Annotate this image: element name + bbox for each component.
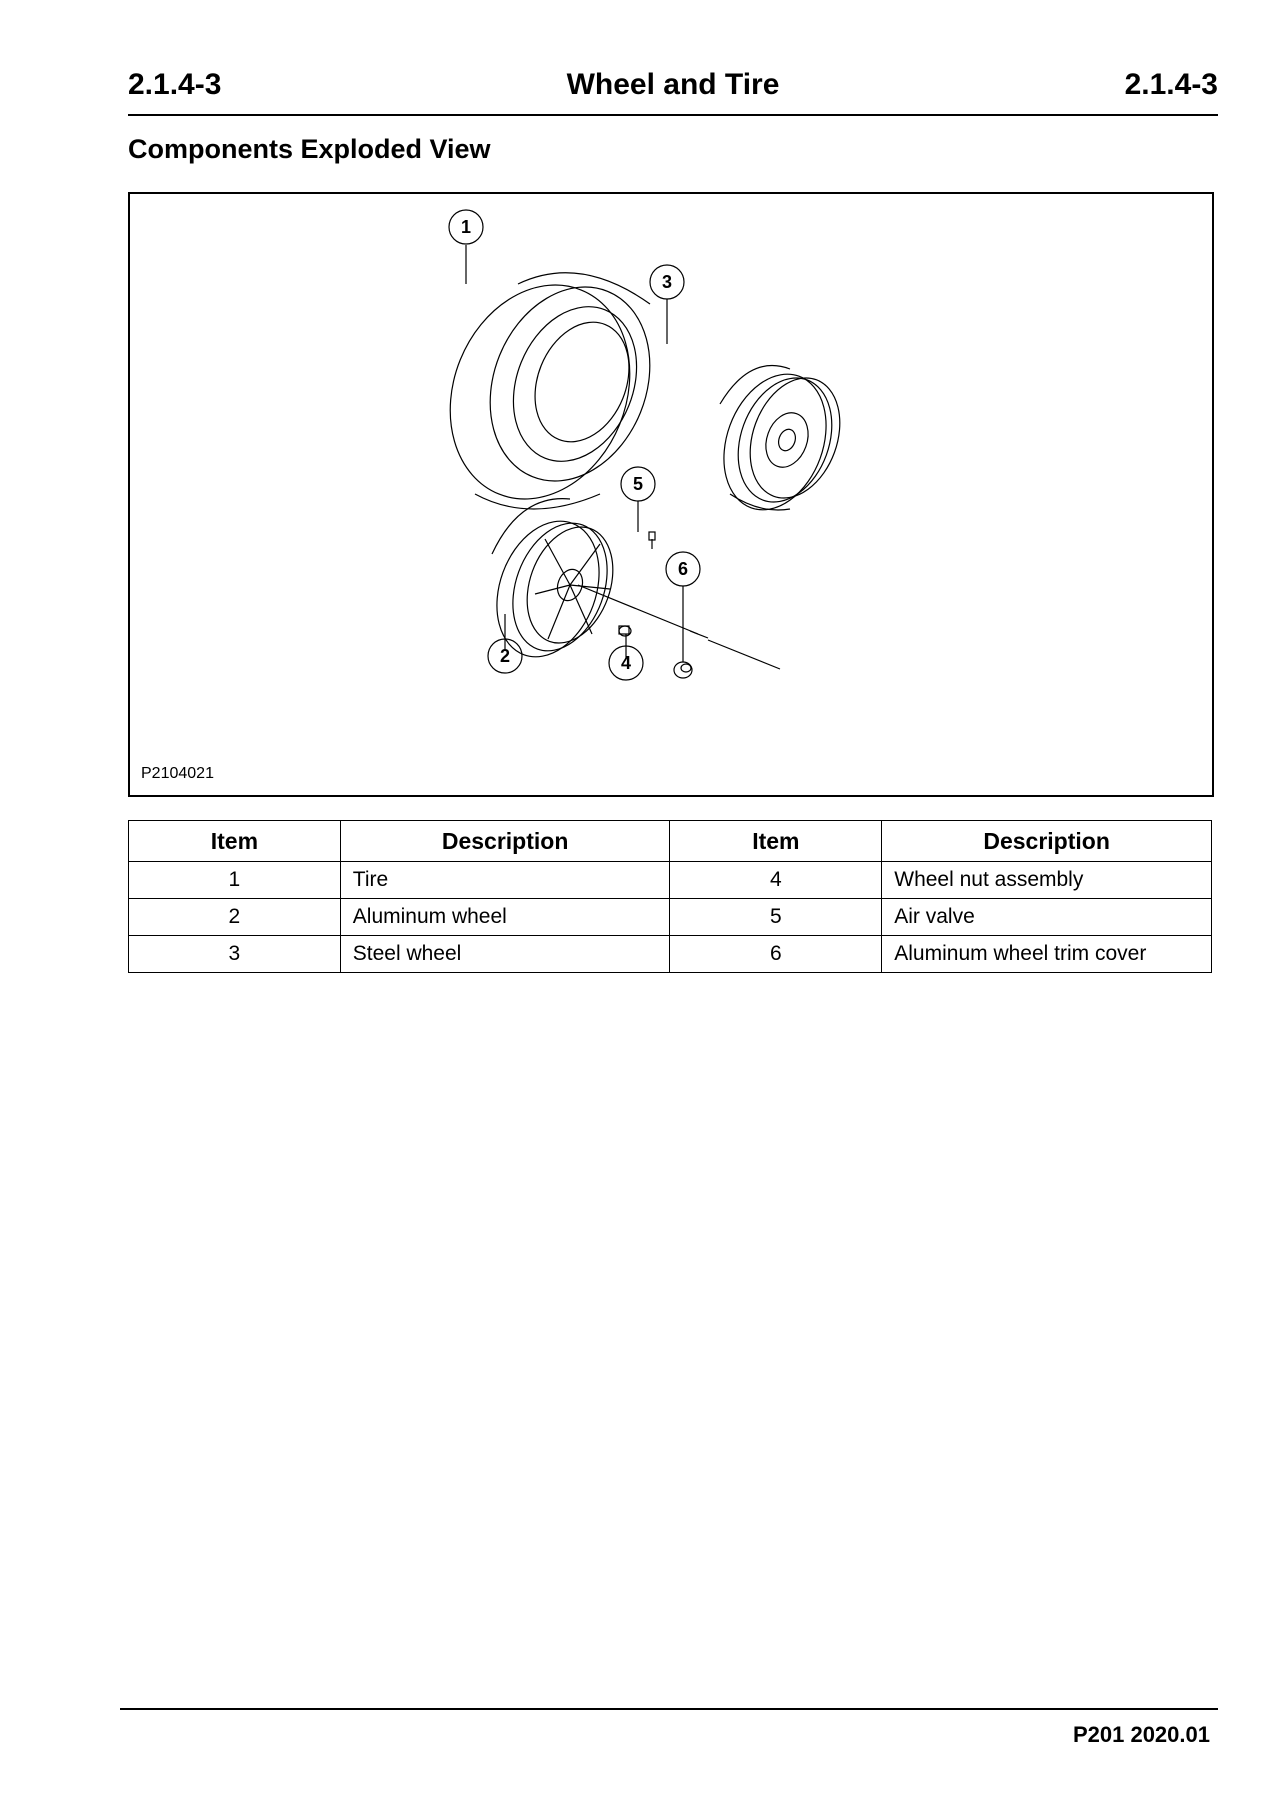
- table-cell: 1: [129, 862, 341, 899]
- callout-6: 6: [677, 559, 689, 579]
- table-row: [129, 936, 1212, 973]
- document-code: P201 2020.01: [1072, 1722, 1210, 1747]
- section-number-right: 2.1.4-3: [1124, 68, 1218, 101]
- steel-wheel-drawing: [706, 360, 856, 524]
- air-valve-drawing: [649, 532, 655, 549]
- page-footer: [120, 1708, 1218, 1747]
- table-header-item: Item: [670, 821, 882, 862]
- exploded-view-drawing: [130, 194, 1212, 795]
- table-cell: 5: [670, 899, 882, 936]
- wheel-nut-drawing: [619, 626, 631, 636]
- table-header-description: Description: [882, 821, 1212, 862]
- table-cell: Wheel nut assembly: [882, 862, 1212, 899]
- callout-3: 3: [661, 272, 673, 292]
- table-header-item: Item: [129, 821, 341, 862]
- table-header-description: Description: [340, 821, 670, 862]
- table-cell: 2: [129, 899, 341, 936]
- callout-4: 4: [620, 653, 632, 673]
- callout-2: 2: [499, 646, 511, 666]
- table-row: [129, 899, 1212, 936]
- callout-5: 5: [632, 474, 644, 494]
- table-cell: Steel wheel: [340, 936, 670, 973]
- table-cell: Aluminum wheel: [340, 899, 670, 936]
- table-cell: Air valve: [882, 899, 1212, 936]
- page-header: [128, 68, 1218, 116]
- table-cell: 3: [129, 936, 341, 973]
- section-number-left: 2.1.4-3: [128, 68, 222, 101]
- figure-code: P2104021: [141, 765, 214, 782]
- callout-1: 1: [460, 217, 472, 237]
- table-cell: Tire: [340, 862, 670, 899]
- components-table: [128, 820, 1212, 973]
- table-cell: 4: [670, 862, 882, 899]
- trim-cover-drawing: [674, 662, 692, 678]
- table-cell: Aluminum wheel trim cover: [882, 936, 1212, 973]
- section-title: Components Exploded View: [128, 134, 491, 164]
- exploded-view-figure: [128, 192, 1214, 797]
- page-title: Wheel and Tire: [566, 68, 780, 101]
- table-header-row: [129, 821, 1212, 862]
- table-cell: 6: [670, 936, 882, 973]
- table-row: [129, 862, 1212, 899]
